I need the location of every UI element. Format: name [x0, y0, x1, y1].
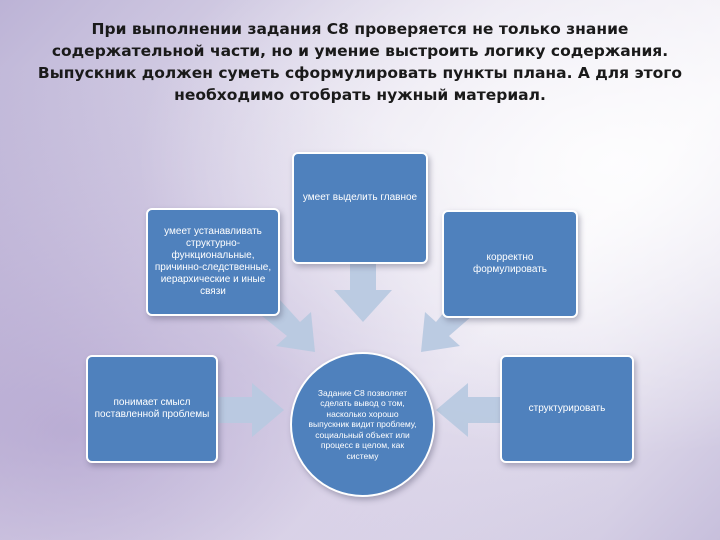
node-center	[290, 352, 435, 497]
arrow-left-icon	[436, 383, 500, 437]
node-top	[292, 152, 428, 264]
page-title: При выполнении задания С8 проверяется не только знание содержательной части, но и умение выстроить логику содержания. Выпускник должен суметь сформулировать пункты плана. А для этого необходимо отобрать нужный материал.	[37, 20, 683, 104]
node-right-label: структурировать	[528, 403, 606, 414]
node-top-left	[146, 208, 280, 316]
node-left-label: понимает смысл поставленной проблемы	[94, 397, 210, 420]
node-right	[500, 355, 634, 463]
node-center-label: Задание С8 позволяет сделать вывод о том, насколько хорошо выпускник видит проблему, социальный объект или процесс в целом, как систему	[308, 387, 417, 461]
node-top-right	[442, 210, 578, 318]
arrow-down-icon	[334, 264, 392, 322]
node-top-label: умеет выделить главное	[302, 192, 418, 203]
arrow-right-icon	[218, 383, 284, 437]
node-top-left-label: умеет устанавливать структурно-функциональные, причинно-следственные, иерархические и иные связи	[154, 226, 272, 297]
node-left	[86, 355, 218, 463]
node-top-right-label: корректно формулировать	[473, 252, 547, 275]
